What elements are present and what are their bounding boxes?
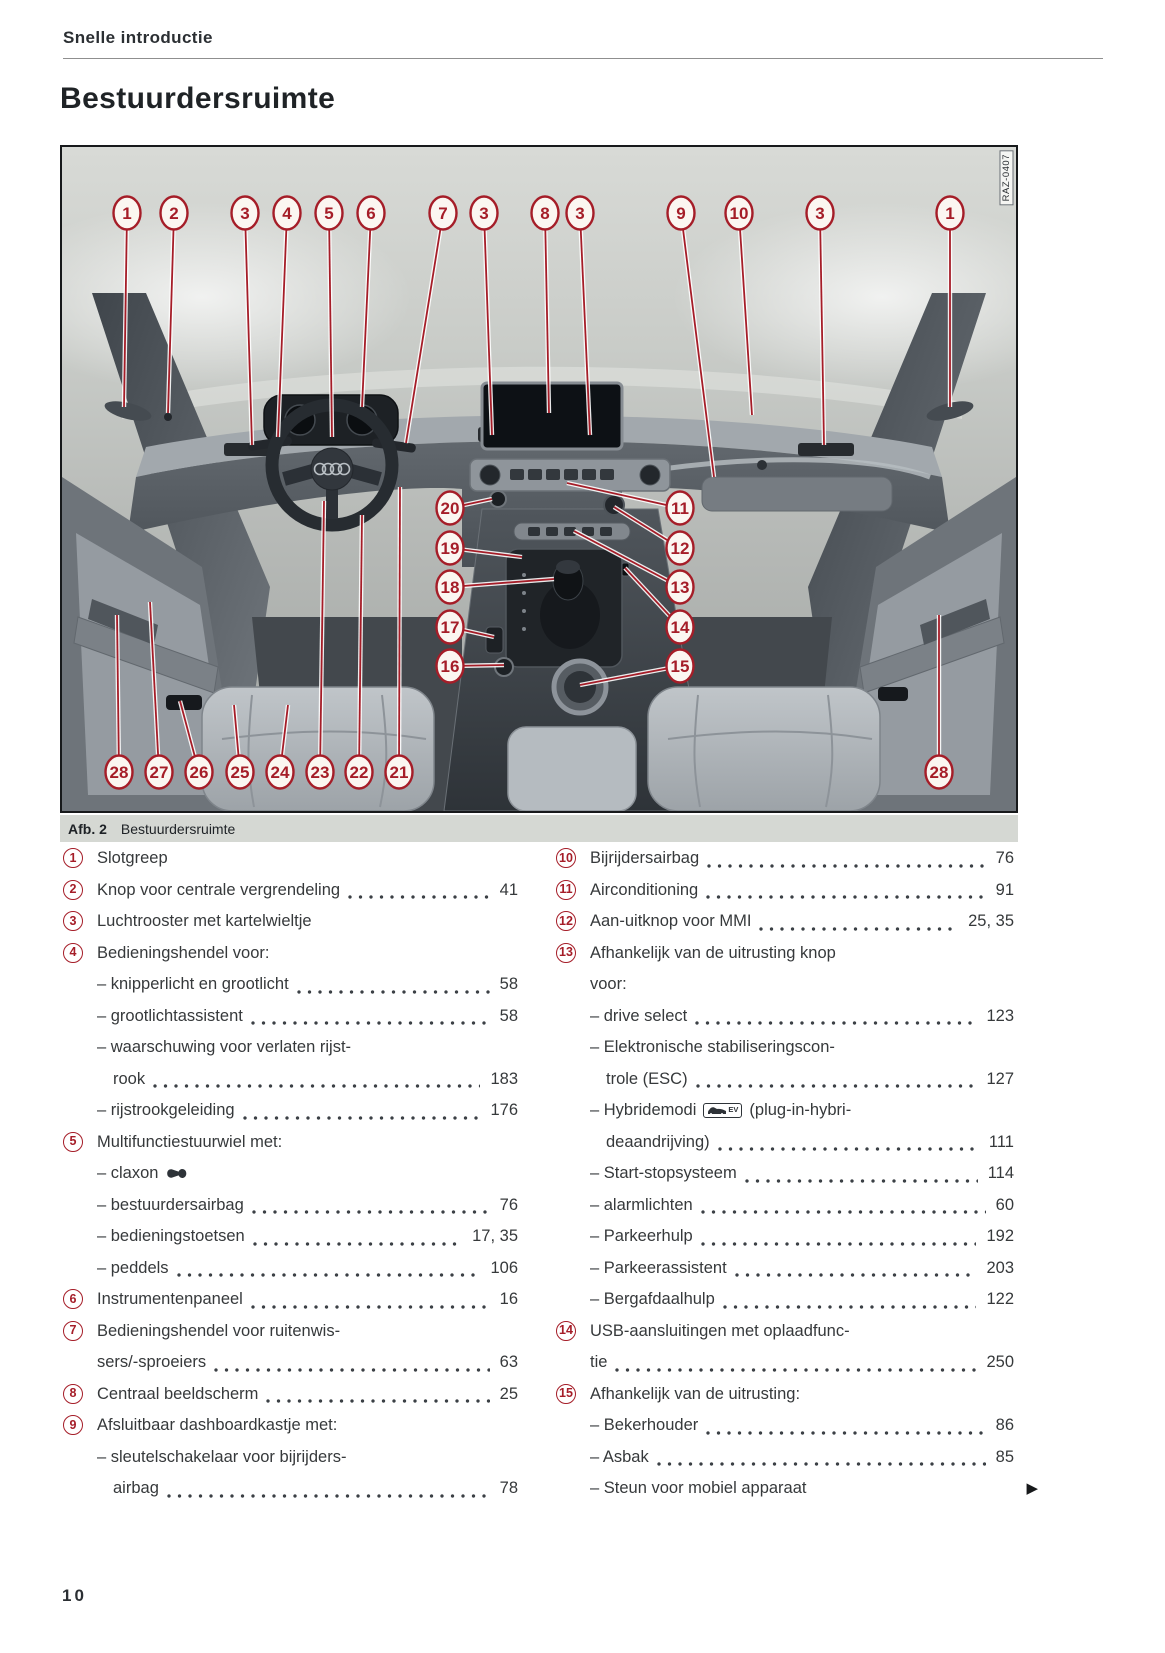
- svg-text:9: 9: [676, 204, 686, 223]
- dot-leader: [297, 969, 490, 1001]
- legend-item-label: Afhankelijk van de uitrusting knop: [590, 943, 836, 962]
- dot-leader: [723, 1284, 977, 1316]
- callout-3: [471, 197, 498, 230]
- legend-row: [63, 1442, 518, 1474]
- svg-text:28: 28: [109, 763, 129, 782]
- svg-text:22: 22: [349, 763, 369, 782]
- legend-item-label: – Parkeerhulp: [590, 1227, 693, 1245]
- callout-21: [386, 756, 413, 789]
- legend-row: [556, 969, 1014, 1001]
- svg-text:21: 21: [389, 763, 409, 782]
- dot-leader: [214, 1347, 490, 1379]
- legend-item-number: 10: [556, 848, 576, 868]
- legend-row: [556, 1190, 1014, 1222]
- legend-row: [556, 1158, 1014, 1190]
- page-reference: 111: [988, 1132, 1014, 1151]
- svg-text:3: 3: [240, 204, 250, 223]
- callout-17: [437, 611, 464, 644]
- page-reference: 123: [986, 1006, 1014, 1025]
- svg-text:8: 8: [540, 204, 550, 223]
- legend-row: [556, 1095, 1014, 1127]
- legend-item-label: sers/-sproeiers: [97, 1353, 207, 1371]
- legend-column-left: [63, 843, 518, 1505]
- legend-item-label: USB-aansluitingen met oplaadfunc-: [590, 1321, 850, 1340]
- svg-text:1: 1: [945, 204, 955, 223]
- legend-item-label: – alarmlichten: [590, 1195, 693, 1214]
- legend-row: [556, 1316, 1014, 1348]
- dot-leader: [696, 1064, 977, 1096]
- svg-text:14: 14: [670, 618, 690, 637]
- legend-item-label: – peddels: [97, 1258, 169, 1277]
- legend-item-label: Aan-uitknop voor MMI: [590, 912, 752, 930]
- legend-item-label: Bedieningshendel voor:: [97, 943, 270, 962]
- page-reference: 127: [986, 1069, 1014, 1088]
- legend-item-label: Afhankelijk van de uitrusting:: [590, 1384, 801, 1403]
- legend-row: [556, 1221, 1014, 1253]
- svg-text:26: 26: [189, 763, 209, 782]
- dot-leader: [252, 1190, 490, 1222]
- page-reference: 85: [995, 1447, 1014, 1466]
- legend-item-number: 9: [63, 1415, 83, 1435]
- callout-28: [926, 756, 953, 789]
- legend-row: [63, 938, 518, 970]
- page-reference: 63: [499, 1353, 518, 1371]
- callout-25: [227, 756, 254, 789]
- callout-13: [667, 571, 694, 604]
- svg-text:7: 7: [438, 204, 448, 223]
- dot-leader: [735, 1253, 977, 1285]
- legend-item-number: 13: [556, 943, 576, 963]
- callout-16: [437, 650, 464, 683]
- svg-text:20: 20: [440, 499, 460, 518]
- image-reference-code: RAZ-0407: [1000, 150, 1014, 205]
- callout-19: [437, 532, 464, 565]
- legend-item-label: Instrumentenpaneel: [97, 1290, 243, 1308]
- legend-item-number: 5: [63, 1132, 83, 1152]
- legend-item-number: 14: [556, 1321, 576, 1341]
- legend-row: [63, 969, 518, 1001]
- svg-text:24: 24: [270, 763, 290, 782]
- legend-item-label: Bedieningshendel voor ruitenwis-: [97, 1321, 341, 1340]
- page-reference: 58: [499, 1006, 518, 1025]
- callout-4: [274, 197, 301, 230]
- legend-column-right: [556, 843, 1038, 1505]
- callout-20: [437, 492, 464, 525]
- legend-item-label: voor:: [590, 975, 627, 993]
- dot-leader: [745, 1158, 978, 1190]
- dot-leader: [759, 906, 958, 938]
- dot-leader: [615, 1347, 976, 1379]
- page-reference: 76: [499, 1195, 518, 1214]
- legend-item-label: – claxon: [97, 1164, 159, 1182]
- legend-item-label: tie: [590, 1353, 608, 1371]
- dot-leader: [706, 1410, 985, 1442]
- legend-item-number: 12: [556, 911, 576, 931]
- legend-row: [63, 1379, 518, 1411]
- legend-row: [63, 875, 518, 907]
- legend-row: [63, 1284, 518, 1316]
- legend-item-number: 2: [63, 880, 83, 900]
- legend-row: [63, 1221, 518, 1253]
- svg-text:1: 1: [122, 204, 132, 223]
- legend-item-number: 4: [63, 943, 83, 963]
- page-reference: 25, 35: [968, 912, 1014, 930]
- horn-icon: [166, 1167, 187, 1180]
- ev-hybrid-mode-icon: EV: [703, 1103, 742, 1118]
- svg-text:27: 27: [149, 763, 169, 782]
- svg-text:28: 28: [929, 763, 949, 782]
- page-reference: 60: [995, 1195, 1014, 1214]
- legend-item-label: rook: [113, 1069, 146, 1088]
- legend-row: [63, 1095, 518, 1127]
- page-reference: 91: [995, 880, 1014, 899]
- page-reference: 176: [490, 1101, 518, 1119]
- page-number: 10: [62, 1586, 87, 1605]
- legend-item-number: 3: [63, 911, 83, 931]
- svg-text:3: 3: [575, 204, 585, 223]
- legend-item-label: – waarschuwing voor verlaten rijst-: [97, 1038, 352, 1056]
- svg-text:19: 19: [440, 539, 460, 558]
- page-reference: 122: [986, 1290, 1014, 1308]
- dot-leader: [348, 875, 490, 907]
- legend-row: [556, 1473, 1038, 1505]
- legend-item-number: 1: [63, 848, 83, 868]
- legend-item-label: – Bekerhouder: [590, 1416, 699, 1434]
- dot-leader: [701, 1221, 977, 1253]
- legend-row: [63, 1316, 518, 1348]
- legend-item-label: Luchtrooster met kartelwieltje: [97, 912, 312, 930]
- callout-3: [807, 197, 834, 230]
- legend-item-label: Airconditioning: [590, 880, 699, 899]
- legend-item-number: 6: [63, 1289, 83, 1309]
- legend-row: [63, 843, 518, 875]
- legend-item-label: – Start-stopsysteem: [590, 1164, 737, 1182]
- legend-item-label: deaandrijving): [606, 1132, 710, 1151]
- callout-2: [161, 197, 188, 230]
- legend-row: [556, 1032, 1014, 1064]
- callout-26: [186, 756, 213, 789]
- page-reference: 106: [490, 1258, 518, 1277]
- legend-item-label: – bestuurdersairbag: [97, 1195, 244, 1214]
- legend-item-label: – Asbak: [590, 1447, 649, 1466]
- svg-text:23: 23: [310, 763, 330, 782]
- legend-item-number: 8: [63, 1384, 83, 1404]
- legend-item-label: Afsluitbaar dashboardkastje met:: [97, 1416, 338, 1434]
- legend-item-label: Bijrijdersairbag: [590, 849, 700, 867]
- continuation-arrow-icon: ▶: [1026, 1480, 1038, 1497]
- callout-28: [106, 756, 133, 789]
- legend-item-label: – Bergafdaalhulp: [590, 1290, 715, 1308]
- legend-item-label: Slotgreep: [97, 849, 168, 867]
- dashboard-illustration-svg: [62, 147, 1016, 811]
- legend-row: [63, 1032, 518, 1064]
- legend-item-label: – grootlichtassistent: [97, 1006, 243, 1025]
- callout-8: [532, 197, 559, 230]
- legend-row: [556, 1127, 1014, 1159]
- figure-driver-compartment: [60, 145, 1018, 842]
- callout-10: [726, 197, 753, 230]
- dot-leader: [167, 1473, 490, 1505]
- dot-leader: [243, 1095, 481, 1127]
- svg-text:6: 6: [366, 204, 376, 223]
- callout-23: [307, 756, 334, 789]
- legend-item-label: airbag: [113, 1479, 159, 1497]
- dot-leader: [657, 1442, 986, 1474]
- dashboard-illustration: [60, 145, 1018, 813]
- legend-item-label: – Steun voor mobiel apparaat: [590, 1479, 807, 1497]
- callout-14: [667, 611, 694, 644]
- page-reference: 25: [499, 1384, 518, 1403]
- dot-leader: [266, 1379, 489, 1411]
- page-reference: 203: [986, 1258, 1014, 1277]
- legend-row: [63, 1253, 518, 1285]
- figure-caption-label: Afb. 2: [68, 820, 107, 837]
- page-reference: 17, 35: [472, 1227, 518, 1245]
- legend-item-label: – Elektronische stabiliseringscon-: [590, 1038, 835, 1056]
- callout-24: [267, 756, 294, 789]
- page-reference: 183: [490, 1069, 518, 1088]
- legend-row: [556, 1064, 1014, 1096]
- page-reference: 78: [499, 1479, 518, 1497]
- legend-item-label: – bedieningstoetsen: [97, 1227, 245, 1245]
- legend-row: [556, 1442, 1014, 1474]
- figure-caption-text: Bestuurdersruimte: [120, 820, 236, 837]
- legend-row: [556, 1410, 1014, 1442]
- legend-item-label: Multifunctiestuurwiel met:: [97, 1132, 283, 1151]
- page-title: Bestuurdersruimte: [60, 82, 336, 115]
- legend-row: [63, 1347, 518, 1379]
- dot-leader: [718, 1127, 979, 1159]
- legend-item-label: (plug-in-hybri-: [749, 1101, 852, 1119]
- svg-text:12: 12: [670, 539, 690, 558]
- callout-3: [567, 197, 594, 230]
- callout-5: [316, 197, 343, 230]
- legend-item-number: 7: [63, 1321, 83, 1341]
- callout-1: [114, 197, 141, 230]
- callout-7: [430, 197, 457, 230]
- callout-9: [668, 197, 695, 230]
- legend-row: [63, 1190, 518, 1222]
- callout-15: [667, 650, 694, 683]
- legend-row: [63, 1158, 518, 1190]
- legend-row: [63, 1064, 518, 1096]
- legend-row: [556, 906, 1014, 938]
- legend-row: [556, 938, 1014, 970]
- dot-leader: [253, 1221, 462, 1253]
- svg-text:2: 2: [169, 204, 179, 223]
- page-reference: 192: [986, 1227, 1014, 1245]
- legend-item-label: – knipperlicht en grootlicht: [97, 975, 289, 993]
- page-reference: 114: [987, 1164, 1014, 1182]
- dot-leader: [706, 875, 985, 907]
- legend-row: [63, 906, 518, 938]
- svg-text:16: 16: [440, 657, 460, 676]
- page-reference: 41: [499, 880, 518, 899]
- legend-item-label: – sleutelschakelaar voor bijrijders-: [97, 1447, 347, 1466]
- svg-text:13: 13: [670, 578, 690, 597]
- callout-6: [358, 197, 385, 230]
- legend-item-label: Centraal beeldscherm: [97, 1384, 259, 1403]
- callout-3: [232, 197, 259, 230]
- legend-row: [63, 1410, 518, 1442]
- legend-row: [63, 1001, 518, 1033]
- dot-leader: [251, 1001, 490, 1033]
- svg-text:17: 17: [440, 618, 460, 637]
- dot-leader: [701, 1190, 986, 1222]
- header-divider: [63, 58, 1103, 59]
- page-reference: 86: [995, 1416, 1014, 1434]
- svg-text:4: 4: [282, 204, 292, 223]
- svg-text:3: 3: [815, 204, 825, 223]
- legend-row: [556, 875, 1014, 907]
- page-reference: 16: [499, 1290, 518, 1308]
- page-reference: 76: [995, 849, 1014, 867]
- callout-22: [346, 756, 373, 789]
- callout-27: [146, 756, 173, 789]
- svg-text:18: 18: [440, 578, 460, 597]
- callout-12: [667, 532, 694, 565]
- callout-11: [667, 492, 694, 525]
- dot-leader: [695, 1001, 976, 1033]
- svg-text:10: 10: [729, 204, 749, 223]
- page-reference: 58: [499, 975, 518, 993]
- dot-leader: [251, 1284, 490, 1316]
- dot-leader: [153, 1064, 480, 1096]
- legend-row: [63, 1127, 518, 1159]
- legend-item-number: 11: [556, 880, 576, 900]
- legend-item-label: – rijstrookgeleiding: [97, 1101, 235, 1119]
- legend-row: [556, 1379, 1014, 1411]
- callout-1: [937, 197, 964, 230]
- callout-18: [437, 571, 464, 604]
- dot-leader: [707, 843, 986, 875]
- legend-item-number: 15: [556, 1384, 576, 1404]
- svg-text:5: 5: [324, 204, 334, 223]
- svg-text:25: 25: [230, 763, 250, 782]
- figure-caption: [60, 815, 1018, 842]
- svg-text:15: 15: [670, 657, 690, 676]
- legend-item-label: – drive select: [590, 1006, 688, 1025]
- legend-row: [556, 843, 1014, 875]
- svg-text:11: 11: [671, 499, 689, 518]
- legend-row: [556, 1001, 1014, 1033]
- legend-row: [556, 1253, 1014, 1285]
- legend-row: [63, 1473, 518, 1505]
- page-reference: 250: [986, 1353, 1014, 1371]
- legend-item-label: Knop voor centrale vergrendeling: [97, 880, 341, 899]
- svg-text:3: 3: [479, 204, 489, 223]
- legend-row: [556, 1347, 1014, 1379]
- section-header: Snelle introductie: [63, 28, 213, 47]
- legend-item-label: trole (ESC): [606, 1069, 688, 1088]
- legend-row: [556, 1284, 1014, 1316]
- legend-item-label: – Hybridemodi: [590, 1101, 697, 1119]
- legend-item-label: – Parkeerassistent: [590, 1258, 727, 1277]
- dot-leader: [177, 1253, 481, 1285]
